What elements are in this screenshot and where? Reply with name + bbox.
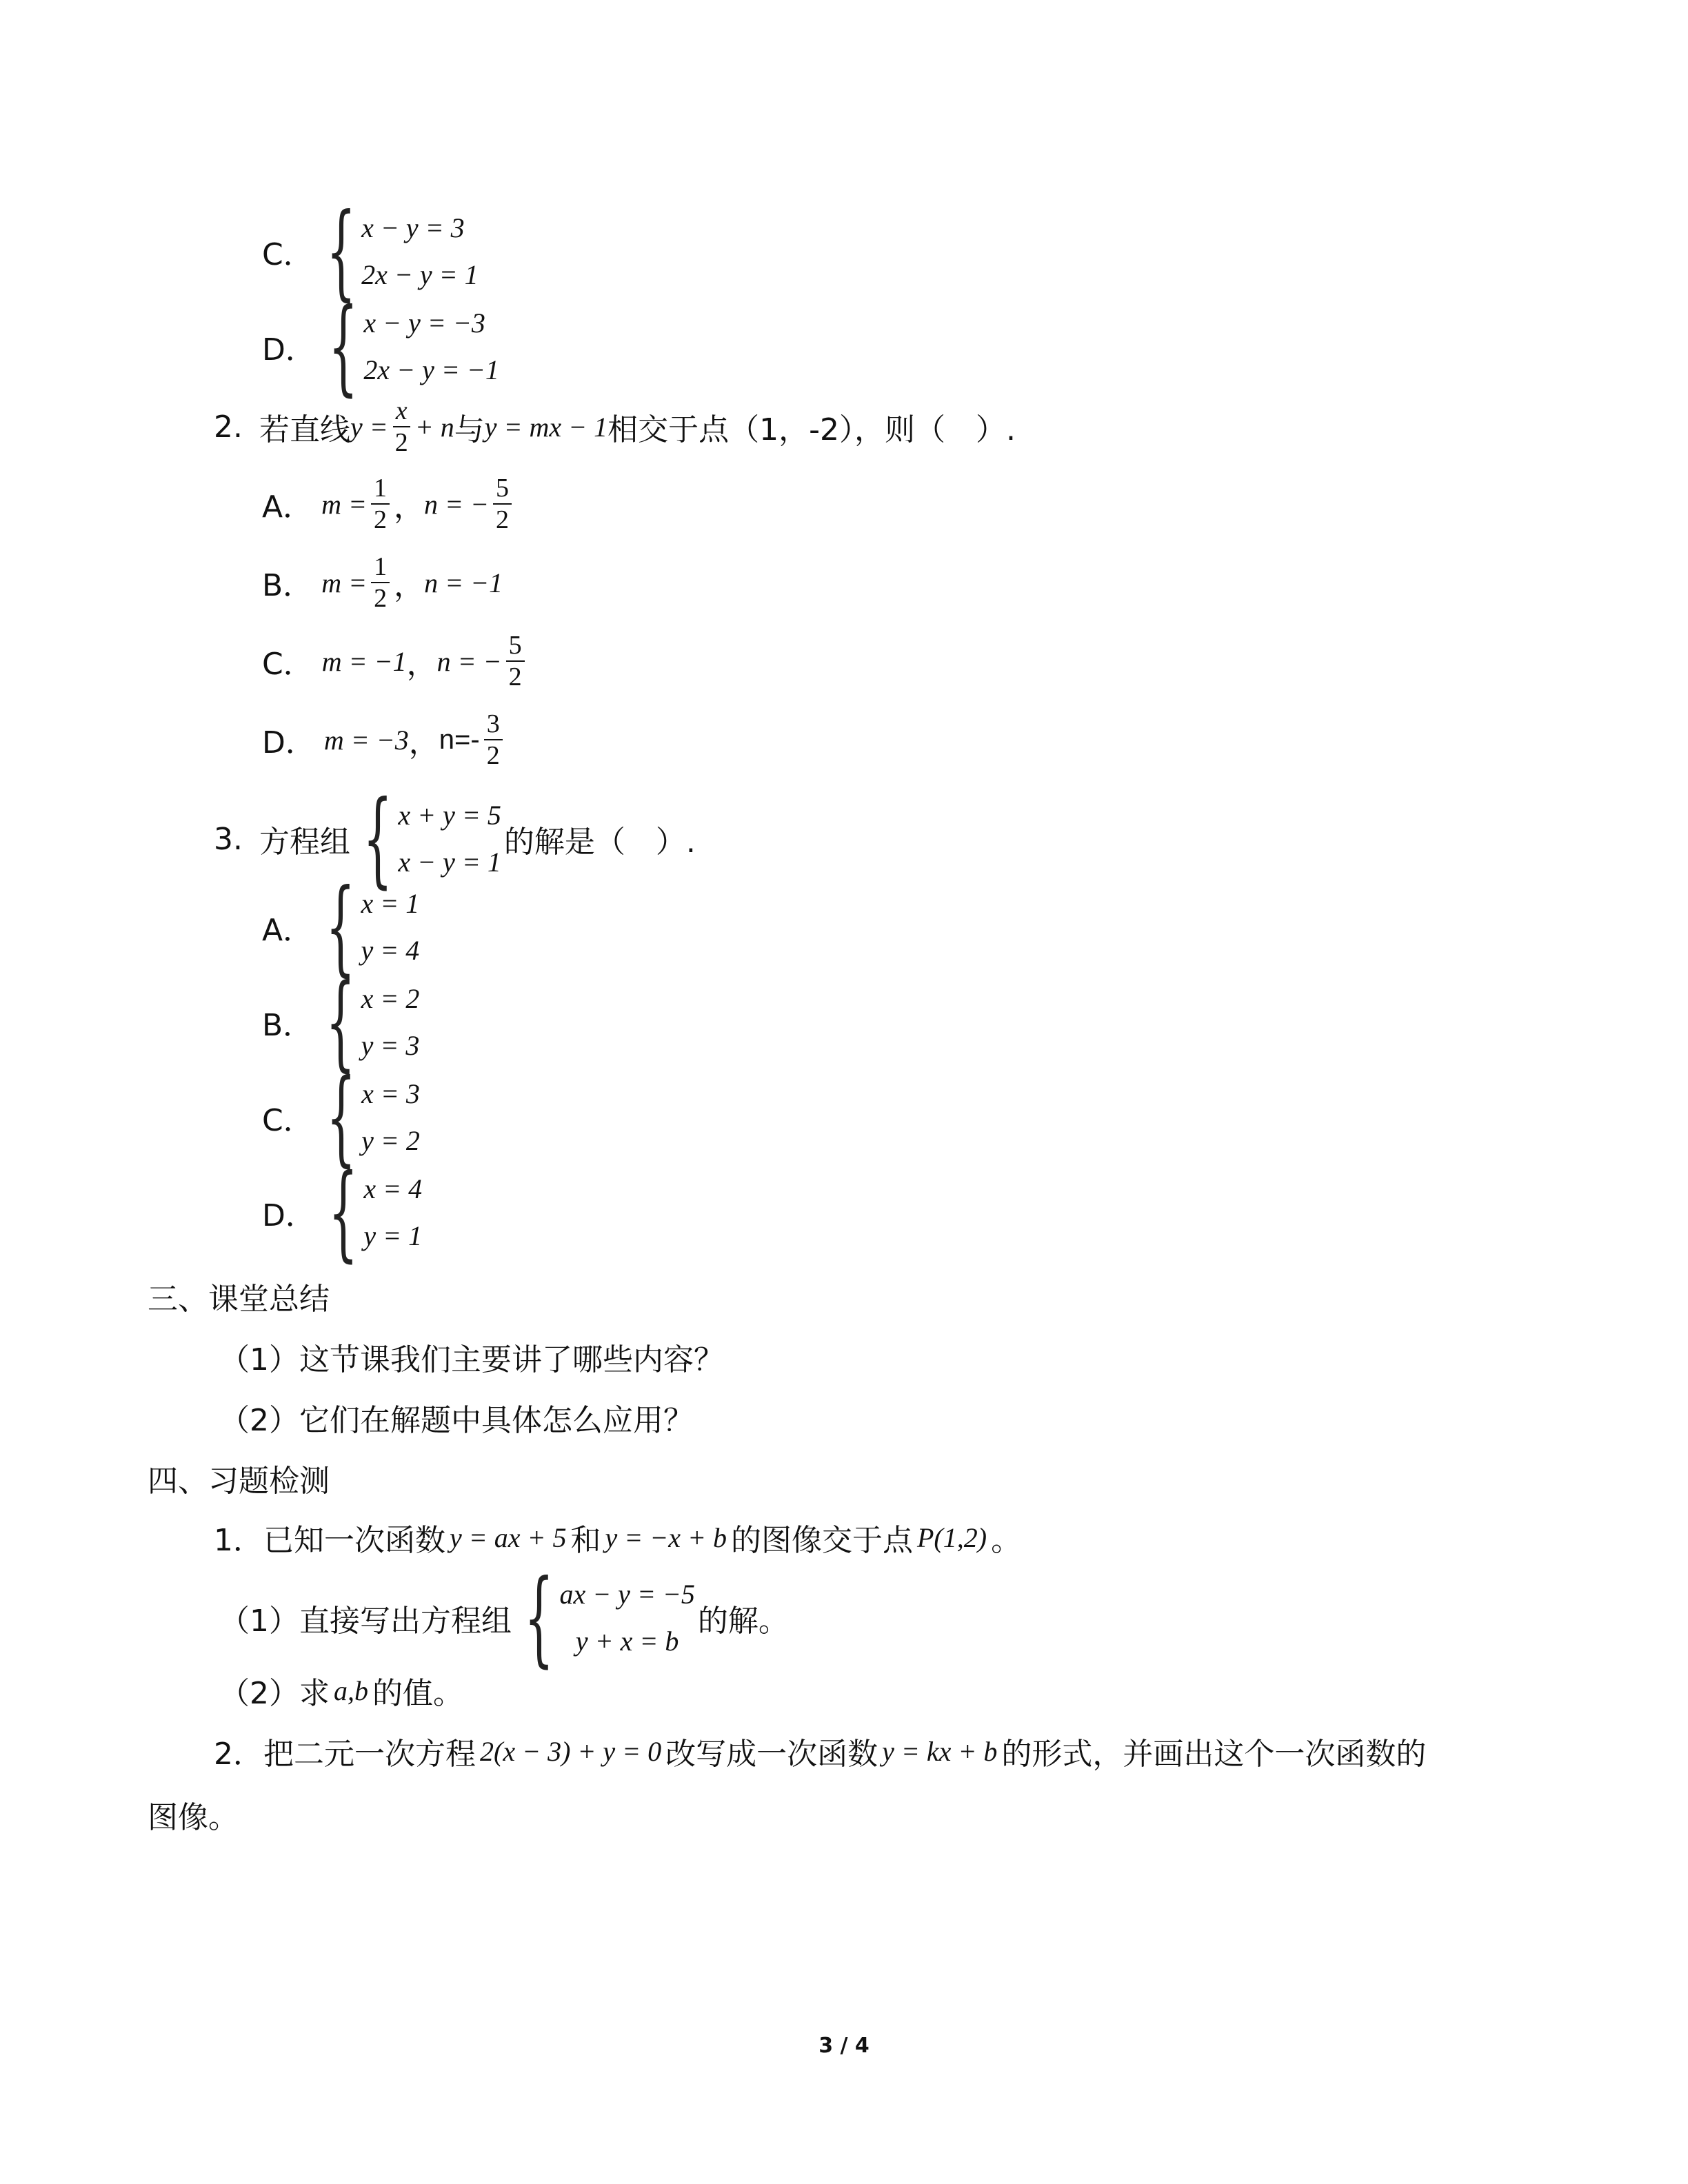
stem-text: 相交于点（1，-2），则（ ）.: [607, 412, 1016, 447]
problem-text: 的解。: [697, 1604, 789, 1639]
option-label: D．: [262, 332, 316, 367]
equation-system: [319, 1153, 423, 1273]
math-expr: y = kx + b: [882, 1735, 998, 1767]
exercise-problem-1-sub-1: [219, 1558, 789, 1678]
option-label: C．: [262, 1103, 314, 1138]
fraction: [392, 396, 411, 458]
problem-text: （1）直接写出方程组: [219, 1604, 512, 1639]
section-heading-exercise: [148, 1456, 330, 1500]
numerator: 5: [493, 473, 512, 505]
option-label: A．: [262, 489, 314, 525]
problem-text: 。: [991, 1523, 1022, 1558]
brace-icon: {: [328, 287, 359, 407]
math-expr: a,b: [334, 1675, 368, 1706]
denominator: 2: [374, 505, 387, 534]
denominator: 2: [486, 741, 500, 770]
math-expr: n = −: [436, 645, 502, 677]
equation-line: x − y = 3: [361, 212, 465, 243]
equation-line: x = 2: [361, 983, 420, 1014]
q2-option-d: [262, 709, 507, 771]
equation-line: ax − y = −5: [559, 1579, 695, 1610]
equation-line: y = 3: [361, 1030, 420, 1061]
brace-icon: {: [325, 867, 356, 987]
numerator: 3: [484, 709, 503, 740]
q1-option-d: [262, 287, 502, 407]
stem-text: 方程组: [259, 825, 350, 860]
equation-line: 2x − y = −1: [363, 354, 499, 385]
fraction: [493, 473, 512, 535]
equation-system: [514, 1558, 695, 1678]
brace-icon: {: [524, 1558, 554, 1678]
q2-option-c: [262, 630, 529, 692]
math-expr: m =: [321, 567, 368, 598]
summary-item-1: [219, 1335, 724, 1379]
denominator: 2: [394, 428, 408, 457]
section-heading-summary: [148, 1274, 330, 1318]
numerator: 5: [506, 630, 525, 662]
math-expr: m =: [321, 488, 367, 520]
problem-text: 的图像交于点: [730, 1523, 913, 1558]
math-expr: y = ax + 5: [450, 1521, 567, 1553]
fraction: [484, 709, 503, 771]
denominator: 2: [508, 663, 522, 691]
equation-line: x − y = −3: [363, 307, 485, 338]
math-expr: n=-: [439, 724, 480, 755]
summary-item-2: [219, 1395, 694, 1439]
problem-text: 改写成一次函数: [665, 1737, 878, 1772]
separator: ，: [406, 647, 437, 682]
option-label: B．: [262, 1008, 314, 1043]
option-label: C．: [262, 237, 314, 272]
brace-icon: {: [325, 1058, 356, 1177]
brace-icon: {: [328, 1153, 359, 1273]
numerator: x: [393, 396, 410, 427]
math-expr: y = mx − 1: [484, 411, 608, 443]
summary-text: （2）它们在解题中具体怎么应用？: [219, 1403, 694, 1438]
exercise-problem-2: [214, 1729, 1426, 1773]
math-expr: n = −: [424, 488, 489, 520]
equation-line: y + x = b: [575, 1626, 679, 1657]
separator: ，: [394, 489, 424, 525]
exercise-problem-1: [214, 1515, 1021, 1559]
separator: ，: [394, 568, 425, 603]
option-label: C．: [262, 647, 314, 682]
problem-text: 2．把二元一次方程: [214, 1737, 476, 1772]
equation-line: x = 3: [361, 1078, 420, 1109]
q2-stem: [214, 396, 1016, 458]
problem-text: 的值。: [372, 1676, 463, 1711]
section-heading: 四、习题检测: [148, 1464, 330, 1499]
equation-line: x = 1: [361, 888, 420, 919]
fraction: [371, 473, 390, 535]
problem-text: 和: [570, 1523, 601, 1558]
numerator: 1: [371, 552, 390, 583]
problem-text: 的形式，并画出这个一次函数的: [1001, 1737, 1427, 1772]
fraction: [371, 552, 390, 614]
q2-option-a: [262, 473, 516, 535]
problem-text: 1．已知一次函数: [214, 1523, 445, 1558]
equation-line: x = 4: [363, 1173, 423, 1204]
option-label: D．: [262, 1198, 316, 1233]
section-heading: 三、课堂总结: [148, 1282, 330, 1317]
question-number: 3.: [214, 821, 243, 857]
equation-line: y = 2: [361, 1125, 420, 1156]
math-expr: 2(x − 3) + y = 0: [480, 1735, 662, 1767]
q3-option-d: [262, 1153, 425, 1273]
exercise-problem-1-sub-2: [219, 1668, 463, 1712]
equation-line: y = 4: [361, 935, 420, 966]
q2-option-b: [262, 552, 503, 614]
exercise-problem-2-continued: [148, 1792, 239, 1837]
math-expr: m = −1: [321, 645, 407, 677]
equation-line: y = 1: [363, 1220, 423, 1251]
brace-icon: {: [325, 962, 356, 1082]
equation-line: 2x − y = 1: [361, 259, 479, 290]
summary-text: （1）这节课我们主要讲了哪些内容？: [219, 1342, 724, 1377]
brace-icon: {: [363, 779, 393, 899]
math-expr: P(1,2): [916, 1521, 987, 1553]
math-expr: y =: [350, 411, 388, 443]
problem-text: （2）求: [219, 1676, 330, 1711]
stem-text: 与: [454, 412, 485, 447]
equation-line: x − y = 1: [398, 847, 501, 878]
brace-icon: {: [325, 192, 356, 312]
question-number: 2.: [214, 409, 243, 445]
denominator: 2: [495, 505, 509, 534]
q1-option-c: [262, 192, 481, 312]
separator: ，: [408, 725, 439, 760]
equation-line: x + y = 5: [398, 800, 501, 831]
stem-text: 的解是（ ）.: [503, 825, 696, 860]
math-expr: + n: [414, 411, 454, 443]
math-expr: n = −1: [424, 567, 503, 598]
fraction: [506, 630, 525, 692]
option-label: A．: [262, 913, 314, 948]
stem-text: 若直线: [259, 412, 350, 447]
option-label: D．: [262, 725, 316, 760]
page-number: 3 / 4: [818, 2034, 870, 2058]
math-expr: y = −x + b: [605, 1521, 727, 1553]
option-label: B．: [262, 568, 314, 603]
equation-system: [319, 287, 499, 407]
problem-text: 图像。: [148, 1800, 239, 1835]
denominator: 2: [374, 584, 388, 613]
math-expr: m = −3: [323, 724, 409, 756]
numerator: 1: [371, 473, 390, 505]
